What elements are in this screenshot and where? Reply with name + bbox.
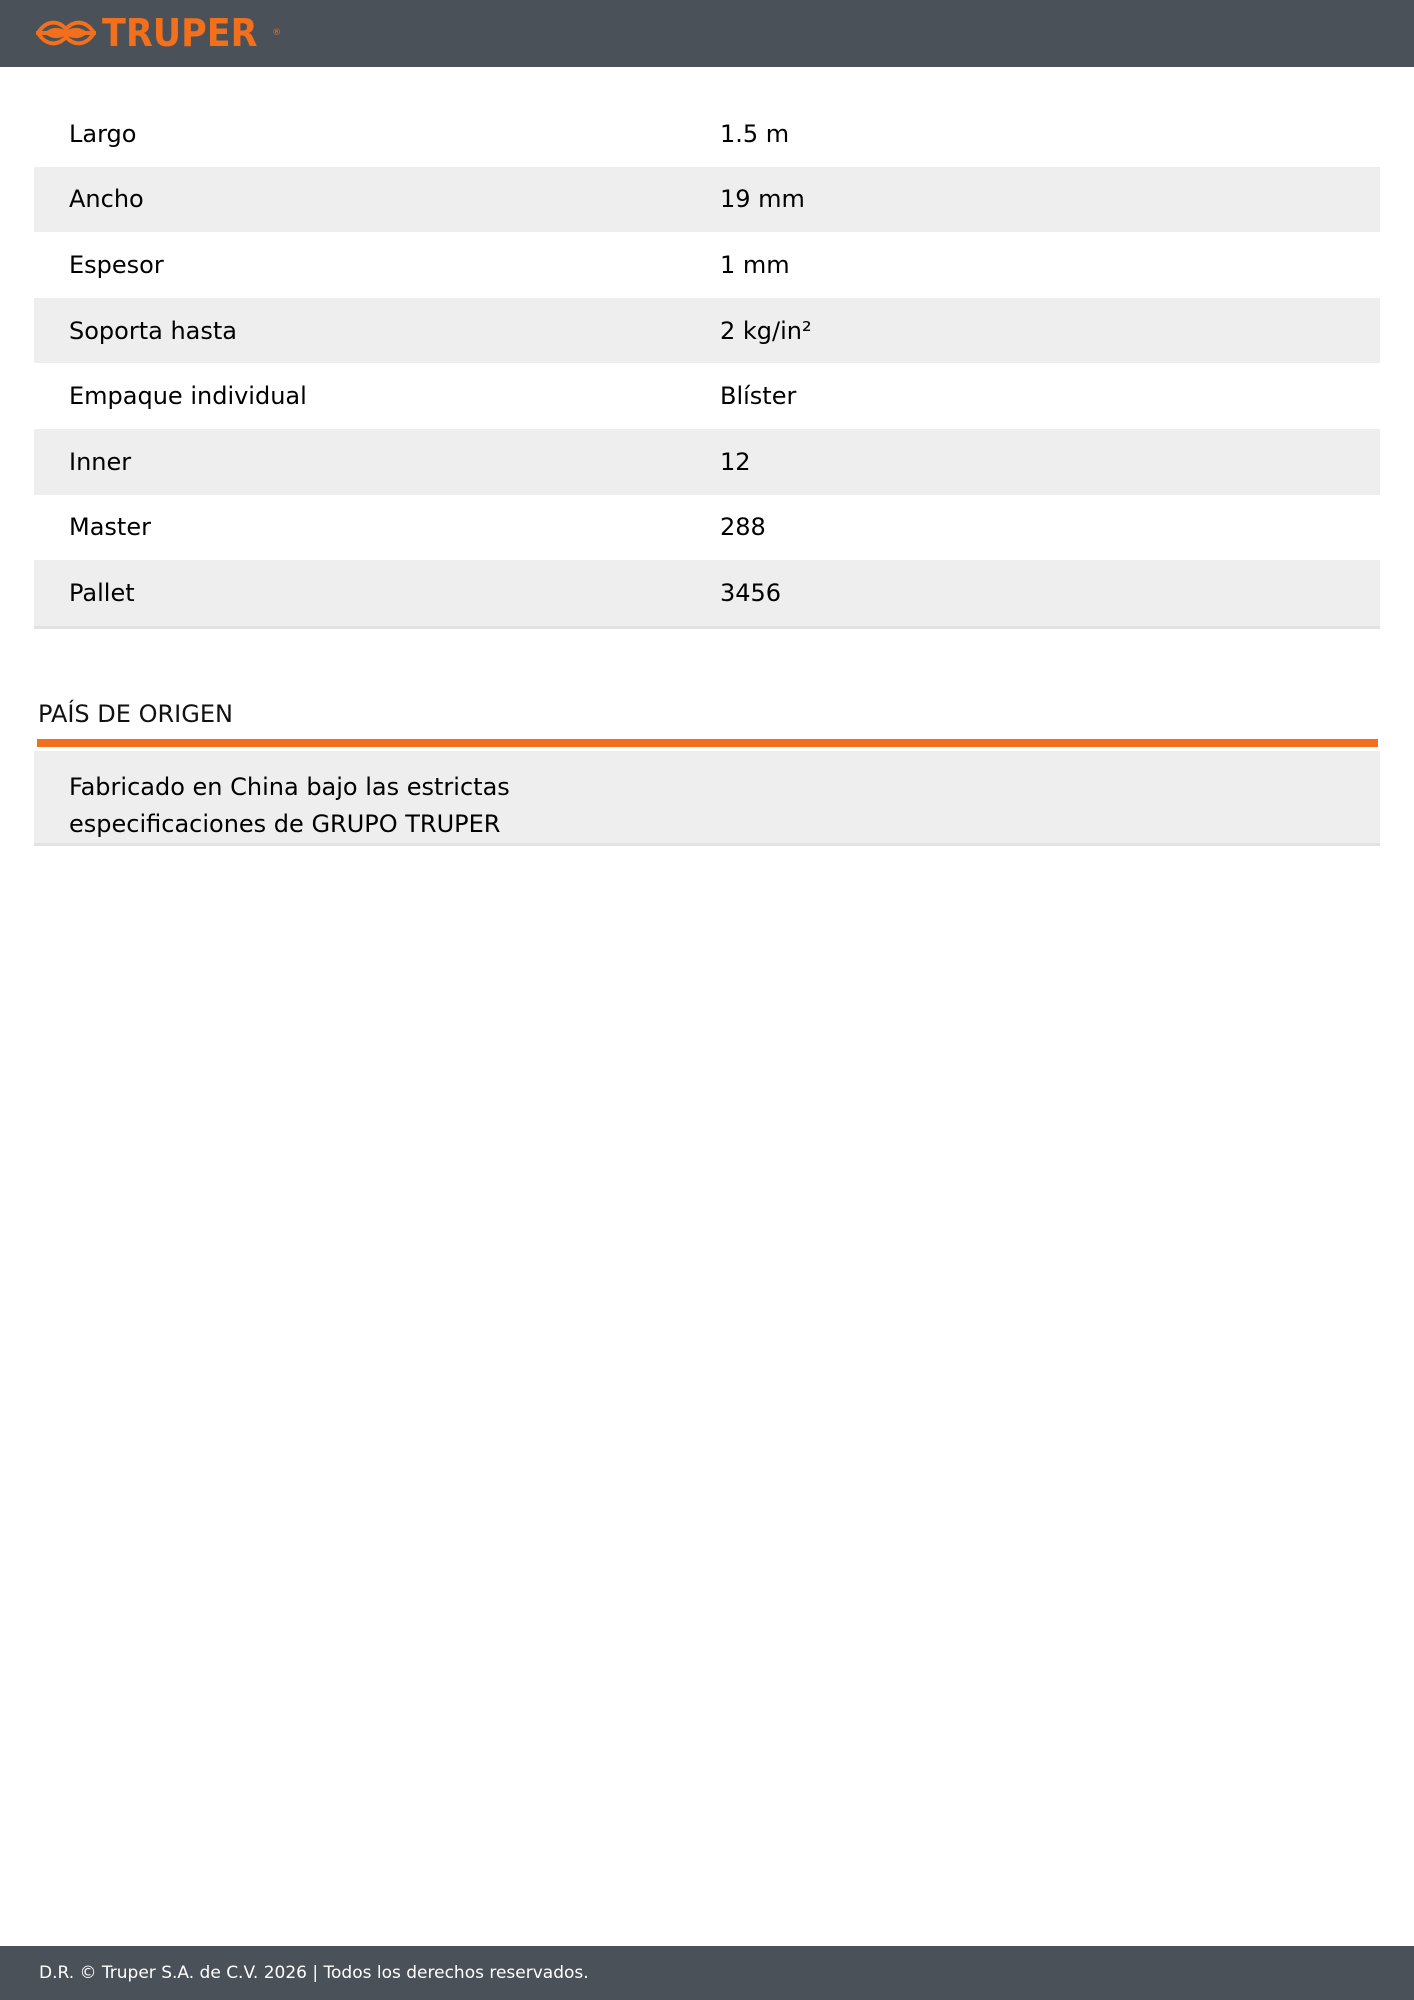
spec-label: Largo bbox=[69, 119, 137, 148]
page-footer bbox=[0, 1946, 1414, 2000]
spec-value: 19 mm bbox=[720, 167, 1380, 233]
origin-section-title: PAÍS DE ORIGEN bbox=[38, 700, 233, 728]
spec-value: 12 bbox=[720, 429, 1380, 495]
spec-value: Blíster bbox=[720, 382, 797, 411]
table-row bbox=[34, 495, 1380, 561]
table-row bbox=[34, 363, 1380, 429]
origin-text: Fabricado en China bajo las estrictas especificaciones de GRUPO TRUPER bbox=[69, 773, 510, 838]
registered-mark: ® bbox=[272, 28, 282, 38]
spec-value: 1 mm bbox=[720, 250, 790, 279]
specifications-table bbox=[34, 101, 1380, 629]
spec-label: Pallet bbox=[34, 560, 720, 627]
spec-label: Ancho bbox=[34, 167, 720, 233]
page-header bbox=[0, 0, 1414, 67]
truper-logo[interactable] bbox=[36, 11, 282, 55]
spec-label: Inner bbox=[34, 429, 720, 495]
logo-wordmark: TRUPER bbox=[102, 11, 258, 55]
truper-logo-icon bbox=[36, 16, 96, 50]
table-row bbox=[34, 101, 1380, 167]
spec-label: Soporta hasta bbox=[34, 298, 720, 364]
copyright-text: D.R. © Truper S.A. de C.V. 2026 | Todos los derechos reservados. bbox=[39, 1963, 589, 1983]
spec-label: Empaque individual bbox=[69, 382, 307, 411]
origin-panel bbox=[34, 751, 1380, 846]
spec-value: 3456 bbox=[720, 560, 1380, 627]
spec-label: Master bbox=[69, 513, 151, 542]
table-row bbox=[34, 560, 1380, 627]
spec-label: Espesor bbox=[69, 250, 164, 279]
table-row bbox=[34, 167, 1380, 233]
table-row bbox=[34, 232, 1380, 298]
section-divider bbox=[37, 739, 1378, 747]
spec-value: 288 bbox=[720, 513, 766, 542]
table-row bbox=[34, 298, 1380, 364]
spec-value: 1.5 m bbox=[720, 119, 790, 148]
table-row bbox=[34, 429, 1380, 495]
spec-value: 2 kg/in² bbox=[720, 298, 1380, 364]
